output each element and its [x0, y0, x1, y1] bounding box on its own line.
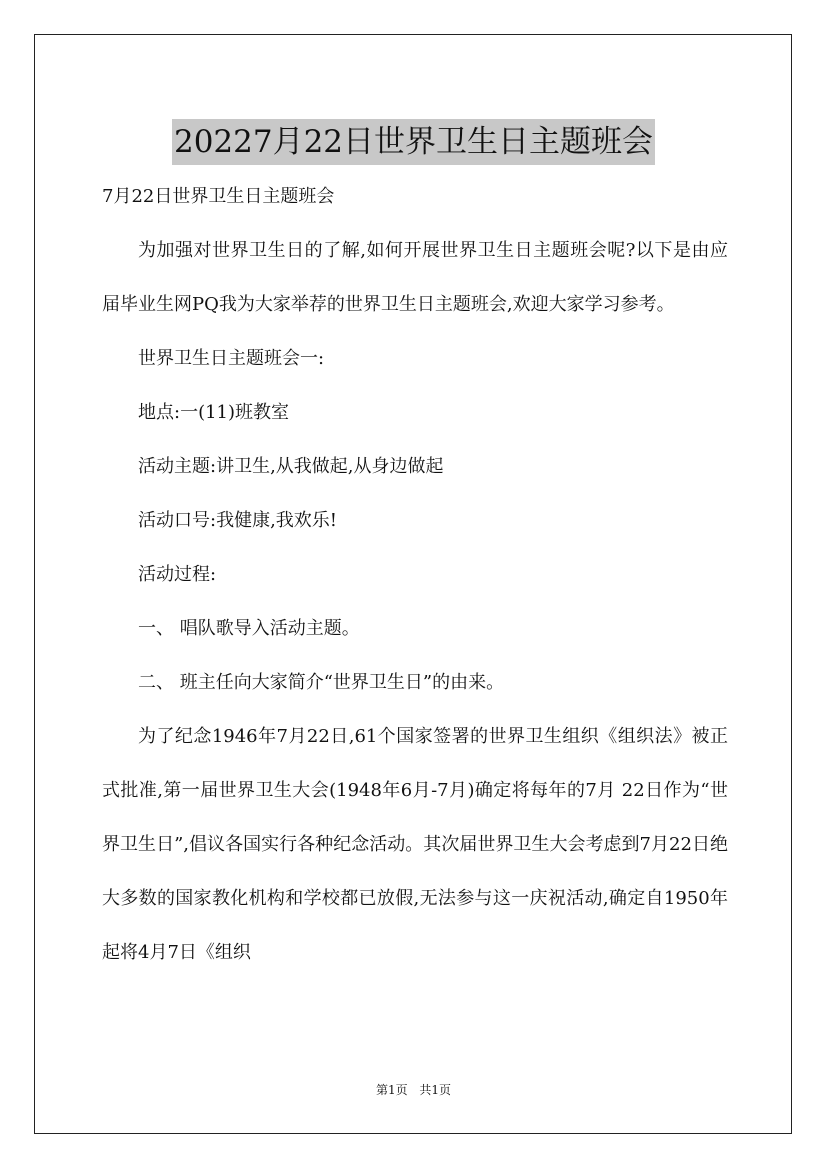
document-body	[102, 170, 728, 980]
paragraph-step-two: 二、 班主任向大家简介“世界卫生日”的由来。	[138, 672, 505, 693]
paragraph-history: 为了纪念1946年7月22日,61个国家签署的世界卫生组织《组织法》被正式批准,第一届世界卫生大会(1948年6月-7月)确定将每年的7月 22日作为“世界卫生日”,倡议各国实行各种纪念活动。其次届世界卫生大会考虑到7月22日绝大多数的国家教化机构和学校都已放假,无法参与这一庆祝活动,确定自1950年起将4月7日《组织	[102, 726, 728, 963]
paragraph-step-one: 一、 唱队歌导入活动主题。	[138, 618, 360, 639]
paragraph-theme: 活动主题:讲卫生,从我做起,从身边做起	[138, 456, 444, 477]
page-total: 共1页	[419, 1083, 452, 1097]
paragraph-intro: 为加强对世界卫生日的了解,如何开展世界卫生日主题班会呢?以下是由应届毕业生网PQ我为大家举荐的世界卫生日主题班会,欢迎大家学习参考。	[102, 240, 728, 315]
paragraph-slogan: 活动口号:我健康,我欢乐!	[138, 510, 338, 531]
document-subtitle: 7月22日世界卫生日主题班会	[102, 186, 335, 207]
paragraph-process: 活动过程:	[138, 564, 217, 585]
document-title: 20227月22日世界卫生日主题班会	[172, 119, 655, 165]
page-footer	[0, 1082, 827, 1098]
paragraph-location: 地点:一(11)班教室	[138, 402, 290, 423]
paragraph-section-heading: 世界卫生日主题班会一:	[138, 348, 325, 369]
page-number: 第1页	[375, 1083, 408, 1097]
